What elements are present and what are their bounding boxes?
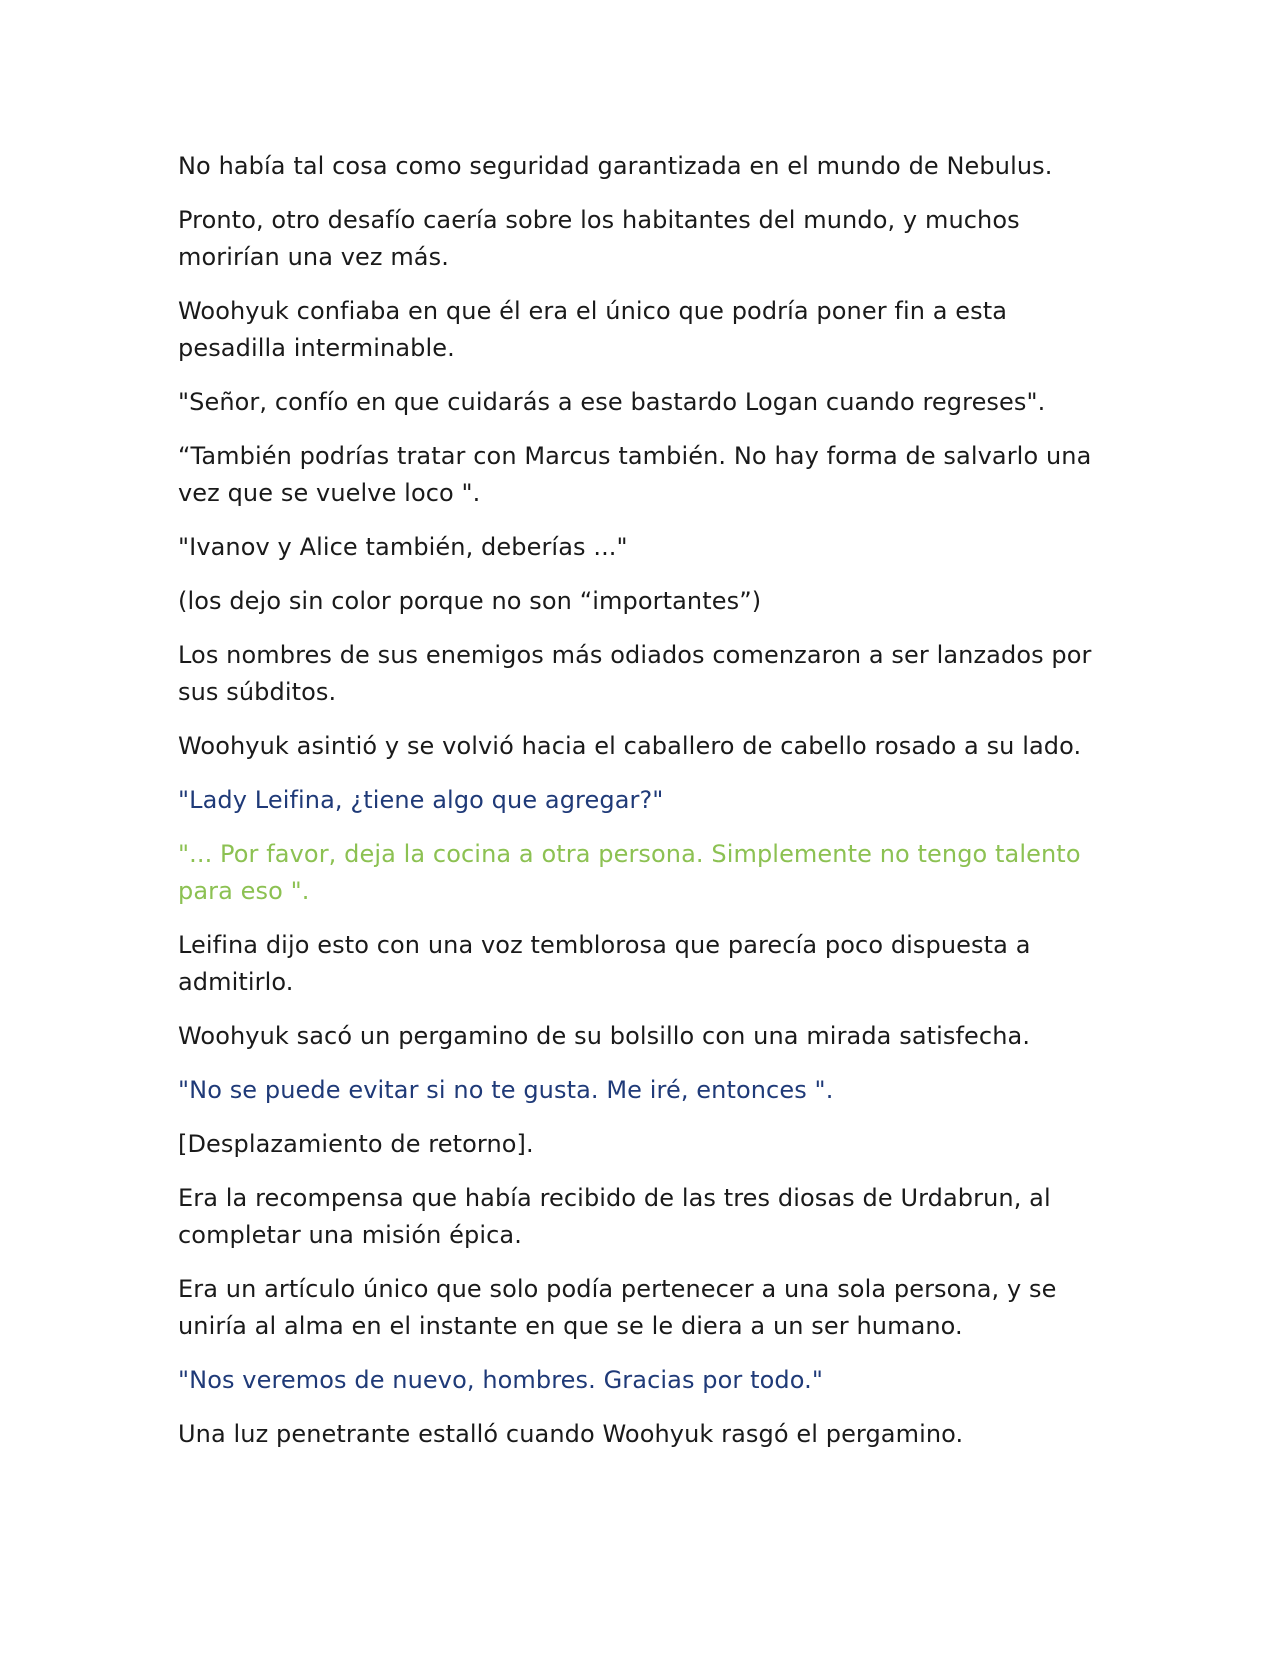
paragraph: Woohyuk sacó un pergamino de su bolsillo con una mirada satisfecha. [178,1022,1031,1050]
dialogue-paragraph-blue: "Nos veremos de nuevo, hombres. Gracias por todo." [178,1366,823,1394]
paragraph: Era un artículo único que solo podía pertenecer a una sola persona, y se uniría al alma en el instante en que se le diera a un ser humano. [178,1275,1057,1340]
dialogue-paragraph-blue: "No se puede evitar si no te gusta. Me iré, entonces ". [178,1076,834,1104]
paragraph: Pronto, otro desafío caería sobre los habitantes del mundo, y muchos morirían una vez más. [178,206,1020,271]
paragraph: Woohyuk asintió y se volvió hacia el caballero de cabello rosado a su lado. [178,732,1082,760]
dialogue-paragraph: "Señor, confío en que cuidarás a ese bastardo Logan cuando regreses". [178,388,1046,416]
document-body [178,148,1108,1470]
dialogue-paragraph-blue: "Lady Leifina, ¿tiene algo que agregar?" [178,786,664,814]
paragraph: Era la recompensa que había recibido de las tres diosas de Urdabrun, al completar una misión épica. [178,1184,1051,1249]
dialogue-paragraph: "Ivanov y Alice también, deberías ..." [178,533,628,561]
paragraph: Woohyuk confiaba en que él era el único que podría poner fin a esta pesadilla interminable. [178,297,1008,362]
paragraph: Una luz penetrante estalló cuando Woohyuk rasgó el pergamino. [178,1420,964,1448]
dialogue-paragraph-green: "... Por favor, deja la cocina a otra persona. Simplemente no tengo talento para eso ". [178,840,1081,905]
paragraph: No había tal cosa como seguridad garantizada en el mundo de Nebulus. [178,152,1053,180]
author-note: (los dejo sin color porque no son “importantes”) [178,587,762,615]
skill-name: [Desplazamiento de retorno]. [178,1130,534,1158]
paragraph: Leifina dijo esto con una voz temblorosa que parecía poco dispuesta a admitirlo. [178,931,1031,996]
paragraph: Los nombres de sus enemigos más odiados comenzaron a ser lanzados por sus súbditos. [178,641,1092,706]
dialogue-paragraph: “También podrías tratar con Marcus también. No hay forma de salvarlo una vez que se vuelve loco ". [178,442,1092,507]
